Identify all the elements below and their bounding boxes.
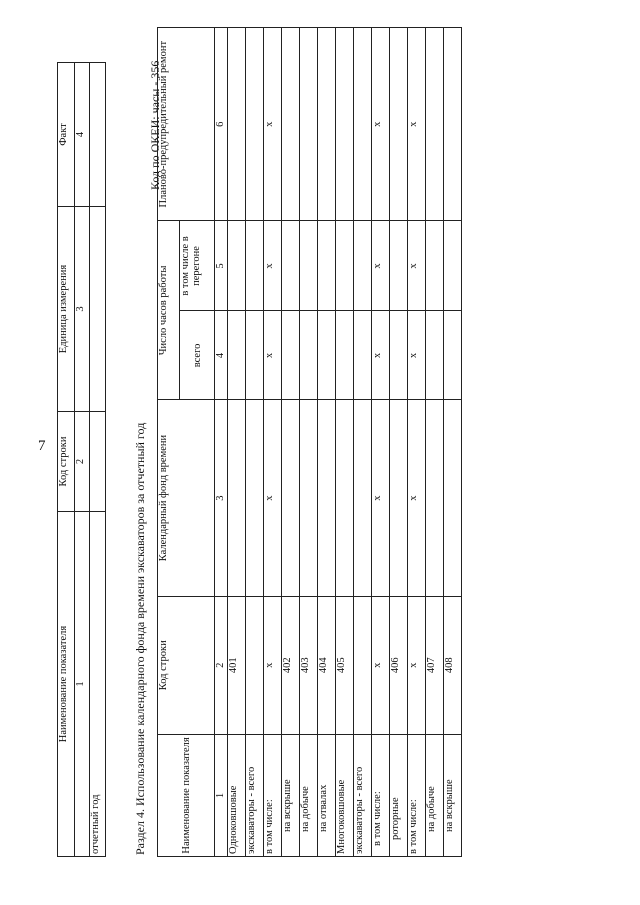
table-row — [318, 28, 336, 857]
row-transfer — [318, 221, 336, 311]
row-calendar — [300, 400, 318, 596]
row-repair — [282, 28, 300, 221]
row-repair — [354, 28, 372, 221]
row-total: x — [264, 311, 282, 400]
top-number-3: 3 — [75, 207, 90, 412]
row-total: x — [372, 311, 390, 400]
section-title: Раздел 4. Использование календарного фонда времени экскаваторов за отчетный год — [133, 422, 147, 855]
row-code: 402 — [282, 596, 300, 734]
top-row-unit — [90, 207, 106, 412]
top-row-code — [90, 412, 106, 512]
row-calendar: x — [408, 400, 426, 596]
row-calendar — [282, 400, 300, 596]
table-row — [426, 28, 444, 857]
row-name: экскаваторы - всего — [246, 734, 264, 856]
row-repair — [246, 28, 264, 221]
row-name: на добыче — [426, 734, 444, 856]
table-row — [246, 28, 264, 857]
row-repair: x — [264, 28, 282, 221]
header-calendar: Календарный фонд времени — [158, 400, 215, 596]
col-number-1: 1 — [215, 734, 228, 856]
table-row — [390, 28, 408, 857]
row-transfer — [354, 221, 372, 311]
header-code: Код строки — [158, 596, 215, 734]
top-header-fact: Факт — [58, 63, 75, 207]
row-repair: x — [372, 28, 390, 221]
table-row — [408, 28, 426, 857]
row-calendar — [228, 400, 246, 596]
row-repair — [228, 28, 246, 221]
row-name: в том числе: — [264, 734, 282, 856]
table-row — [282, 28, 300, 857]
table-row — [264, 28, 282, 857]
row-total — [282, 311, 300, 400]
row-transfer — [300, 221, 318, 311]
main-table — [157, 27, 462, 857]
row-code: x — [372, 596, 390, 734]
row-transfer — [282, 221, 300, 311]
top-header-name: Наименование показателя — [58, 512, 75, 857]
top-number-1: 1 — [75, 512, 90, 857]
row-name: на отвалах — [318, 734, 336, 856]
header-transfer: в том числе в перегоне — [180, 221, 215, 311]
row-name: на вскрыше — [444, 734, 462, 856]
row-calendar: x — [264, 400, 282, 596]
main-number-row — [215, 28, 228, 857]
row-repair: x — [408, 28, 426, 221]
top-table-number-row — [75, 63, 90, 857]
row-total — [390, 311, 408, 400]
row-name: Одноковшовые — [228, 734, 246, 856]
col-number-2: 2 — [215, 596, 228, 734]
row-repair — [318, 28, 336, 221]
row-code: 401 — [228, 596, 246, 734]
row-code: 405 — [336, 596, 354, 734]
row-transfer — [246, 221, 264, 311]
row-code: 407 — [426, 596, 444, 734]
row-repair — [444, 28, 462, 221]
row-code: 406 — [390, 596, 408, 734]
okei-code: Код по ОКЕИ: часы - 356 — [148, 60, 162, 190]
row-name: в том числе: — [372, 734, 390, 856]
main-header-row-1 — [158, 28, 180, 857]
row-code — [246, 596, 264, 734]
col-number-3: 3 — [215, 400, 228, 596]
row-calendar — [390, 400, 408, 596]
row-transfer: x — [264, 221, 282, 311]
row-repair — [300, 28, 318, 221]
row-total — [246, 311, 264, 400]
row-total — [336, 311, 354, 400]
row-calendar — [354, 400, 372, 596]
table-row — [228, 28, 246, 857]
top-row-fact — [90, 63, 106, 207]
row-name: Многоковшовые — [336, 734, 354, 856]
row-calendar — [444, 400, 462, 596]
table-row — [354, 28, 372, 857]
row-total — [300, 311, 318, 400]
row-calendar — [426, 400, 444, 596]
header-repair: Планово-предупредительный ремонт — [158, 28, 215, 221]
table-row — [444, 28, 462, 857]
top-header-code: Код строки — [58, 412, 75, 512]
row-total — [354, 311, 372, 400]
row-calendar — [336, 400, 354, 596]
row-code: 408 — [444, 596, 462, 734]
row-name: на вскрыше — [282, 734, 300, 856]
row-code: 403 — [300, 596, 318, 734]
row-code: 404 — [318, 596, 336, 734]
row-calendar — [246, 400, 264, 596]
row-calendar — [318, 400, 336, 596]
header-name: Наименование показателя — [158, 734, 215, 856]
row-transfer: x — [372, 221, 390, 311]
row-name: экскаваторы - всего — [354, 734, 372, 856]
top-row-name: отчетный год — [90, 512, 106, 857]
top-number-2: 2 — [75, 412, 90, 512]
row-name: роторные — [390, 734, 408, 856]
header-hours: Число часов работы — [158, 221, 180, 400]
row-transfer — [228, 221, 246, 311]
table-row — [300, 28, 318, 857]
row-repair — [426, 28, 444, 221]
row-transfer — [426, 221, 444, 311]
top-table — [57, 62, 106, 857]
row-transfer: x — [408, 221, 426, 311]
row-code — [354, 596, 372, 734]
row-calendar: x — [372, 400, 390, 596]
row-total — [318, 311, 336, 400]
row-total: x — [408, 311, 426, 400]
row-code: x — [408, 596, 426, 734]
table-row — [336, 28, 354, 857]
top-number-4: 4 — [75, 63, 90, 207]
row-transfer — [390, 221, 408, 311]
col-number-6: 6 — [215, 28, 228, 221]
row-name: на добыче — [300, 734, 318, 856]
row-transfer — [444, 221, 462, 311]
col-number-5: 5 — [215, 221, 228, 311]
header-total: всего — [180, 311, 215, 400]
row-total — [426, 311, 444, 400]
table-row — [372, 28, 390, 857]
col-number-4: 4 — [215, 311, 228, 400]
row-total — [444, 311, 462, 400]
top-table-header-row — [58, 63, 75, 857]
row-repair — [336, 28, 354, 221]
row-code: x — [264, 596, 282, 734]
row-name: в том числе: — [408, 734, 426, 856]
top-header-unit: Единица измерения — [58, 207, 75, 412]
row-total — [228, 311, 246, 400]
row-transfer — [336, 221, 354, 311]
row-repair — [390, 28, 408, 221]
top-table-row — [90, 63, 106, 857]
page-number: 7 — [38, 438, 46, 454]
